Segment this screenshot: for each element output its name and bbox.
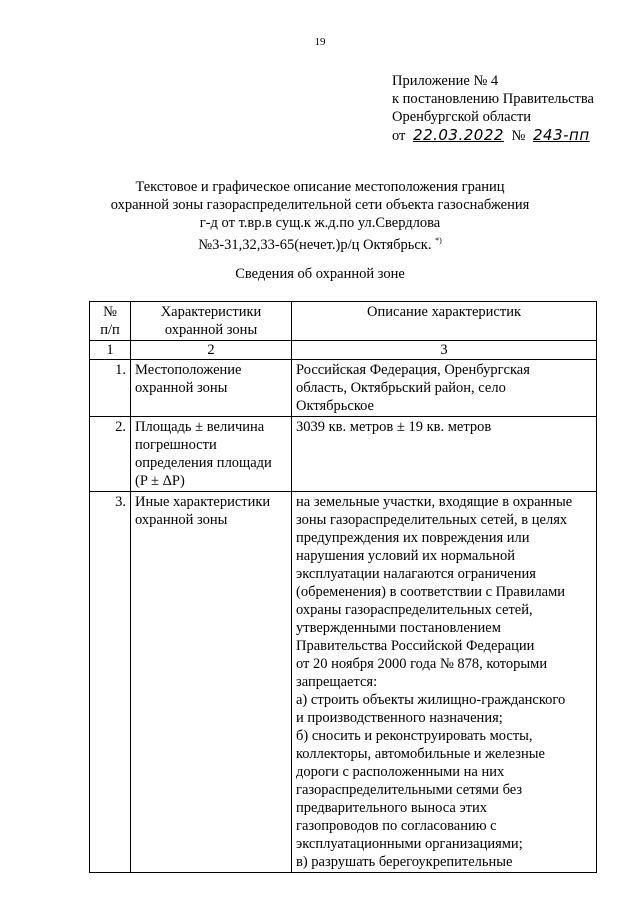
row-3-desc-line: и производственного назначения; [296,710,503,726]
row-3-desc-line: а) строить объекты жилищно-гражданского [296,692,566,708]
index-cell-3: 3 [292,341,597,360]
row-1-desc-line: область, Октябрьский район, село [296,380,506,396]
row-1-description [292,360,597,417]
title-line-3: г-д от т.вр.в сущ.к ж.д.по ул.Свердлова [199,215,441,231]
header-num-line-2: п/п [100,322,120,338]
appendix-date: 22.03.2022 [413,126,504,144]
table-row [90,492,597,873]
row-2-characteristic [131,417,292,492]
row-3-desc-line: от 20 ноября 2000 года № 878, которыми [296,656,548,672]
row-3-characteristic [131,492,292,873]
row-2-char-line: Площадь ± величина [135,419,265,435]
row-3-num: 3. [90,492,131,873]
title-line-2: охранной зоны газораспределительной сети объекта газоснабжения [110,197,530,213]
row-3-desc-line: коллекторы, автомобильные и железные [296,746,545,762]
section-subtitle: Сведения об охранной зоне [235,266,405,282]
table-row [90,417,597,492]
appendix-block [392,72,632,145]
row-3-desc-line: утвержденными постановлением [296,620,501,636]
header-num-line-1: № [103,304,117,320]
appendix-line-2: к постановлению Правительства [392,91,594,107]
row-3-desc-line: предупреждения их повреждения или [296,530,530,546]
table-row [90,360,597,417]
row-2-char-line: погрешности [135,437,217,453]
row-1-desc-line: Октябрьское [296,398,374,414]
row-2-desc-line: 3039 кв. метров ± 19 кв. метров [296,419,492,435]
row-3-desc-line: (обременения) в соответствии с Правилами [296,584,566,600]
row-1-desc-line: Российская Федерация, Оренбургская [296,362,530,378]
table-index-row [90,341,597,360]
zone-info-table [89,301,597,873]
row-3-desc-line: зоны газораспределительных сетей, в целях [296,512,568,528]
appendix-number-label: № [511,128,526,144]
appendix-from-label: от [392,128,406,144]
row-3-desc-line: Правительства Российской Федерации [296,638,535,654]
row-3-desc-line: эксплуатационными организациями; [296,836,523,852]
row-1-num: 1. [90,360,131,417]
row-1-char-line: охранной зоны [135,380,228,396]
row-2-char-line: определения площади [135,455,272,471]
header-description: Описание характеристик [292,302,597,341]
row-3-desc-line: эксплуатации налагаются ограничения [296,566,536,582]
table-header-row [90,302,597,341]
row-2-num: 2. [90,417,131,492]
row-2-char-line: (P ± ΔP) [135,473,185,489]
row-3-char-line: охранной зоны [135,512,228,528]
row-3-description [292,492,597,873]
appendix-date-line [392,126,632,145]
page-number: 19 [314,36,326,48]
row-3-desc-line: охраны газораспределительных сетей, [296,602,533,618]
header-char-line-1: Характеристики [160,304,262,320]
footnote-mark: *) [435,236,442,245]
row-3-desc-line: дороги с расположенными на них [296,764,505,780]
row-3-desc-line: на земельные участки, входящие в охранные [296,494,573,510]
row-1-char-line: Местоположение [135,362,242,378]
row-3-desc-line: б) сносить и реконструировать мосты, [296,728,533,744]
row-3-desc-line: запрещается: [296,674,378,690]
title-line-1: Текстовое и графическое описание местоположения границ [135,179,505,195]
row-3-desc-line: газопроводов по согласованию с [296,818,497,834]
index-cell-1: 1 [90,341,131,360]
index-cell-2: 2 [131,341,292,360]
appendix-doc-number: 243-пп [533,126,590,144]
row-1-characteristic [131,360,292,417]
header-characteristic [131,302,292,341]
row-3-desc-line: газораспределительными сетями без [296,782,523,798]
document-title [60,178,580,254]
row-3-char-line: Иные характеристики [135,494,271,510]
header-char-line-2: охранной зоны [164,322,258,338]
row-3-desc-line: в) разрушать берегоукрепительные [296,854,513,870]
header-num [90,302,131,341]
appendix-line-3: Оренбургской области [392,109,532,125]
row-2-description [292,417,597,492]
title-line-4 [60,232,580,254]
title-line-4-text: №3-31,32,33-65(нечет.)р/ц Октябрьск. [198,236,432,253]
row-3-desc-line: предварительного выноса этих [296,800,488,816]
row-3-desc-line: нарушения условий их нормальной [296,548,516,564]
appendix-line-1: Приложение № 4 [392,73,499,89]
